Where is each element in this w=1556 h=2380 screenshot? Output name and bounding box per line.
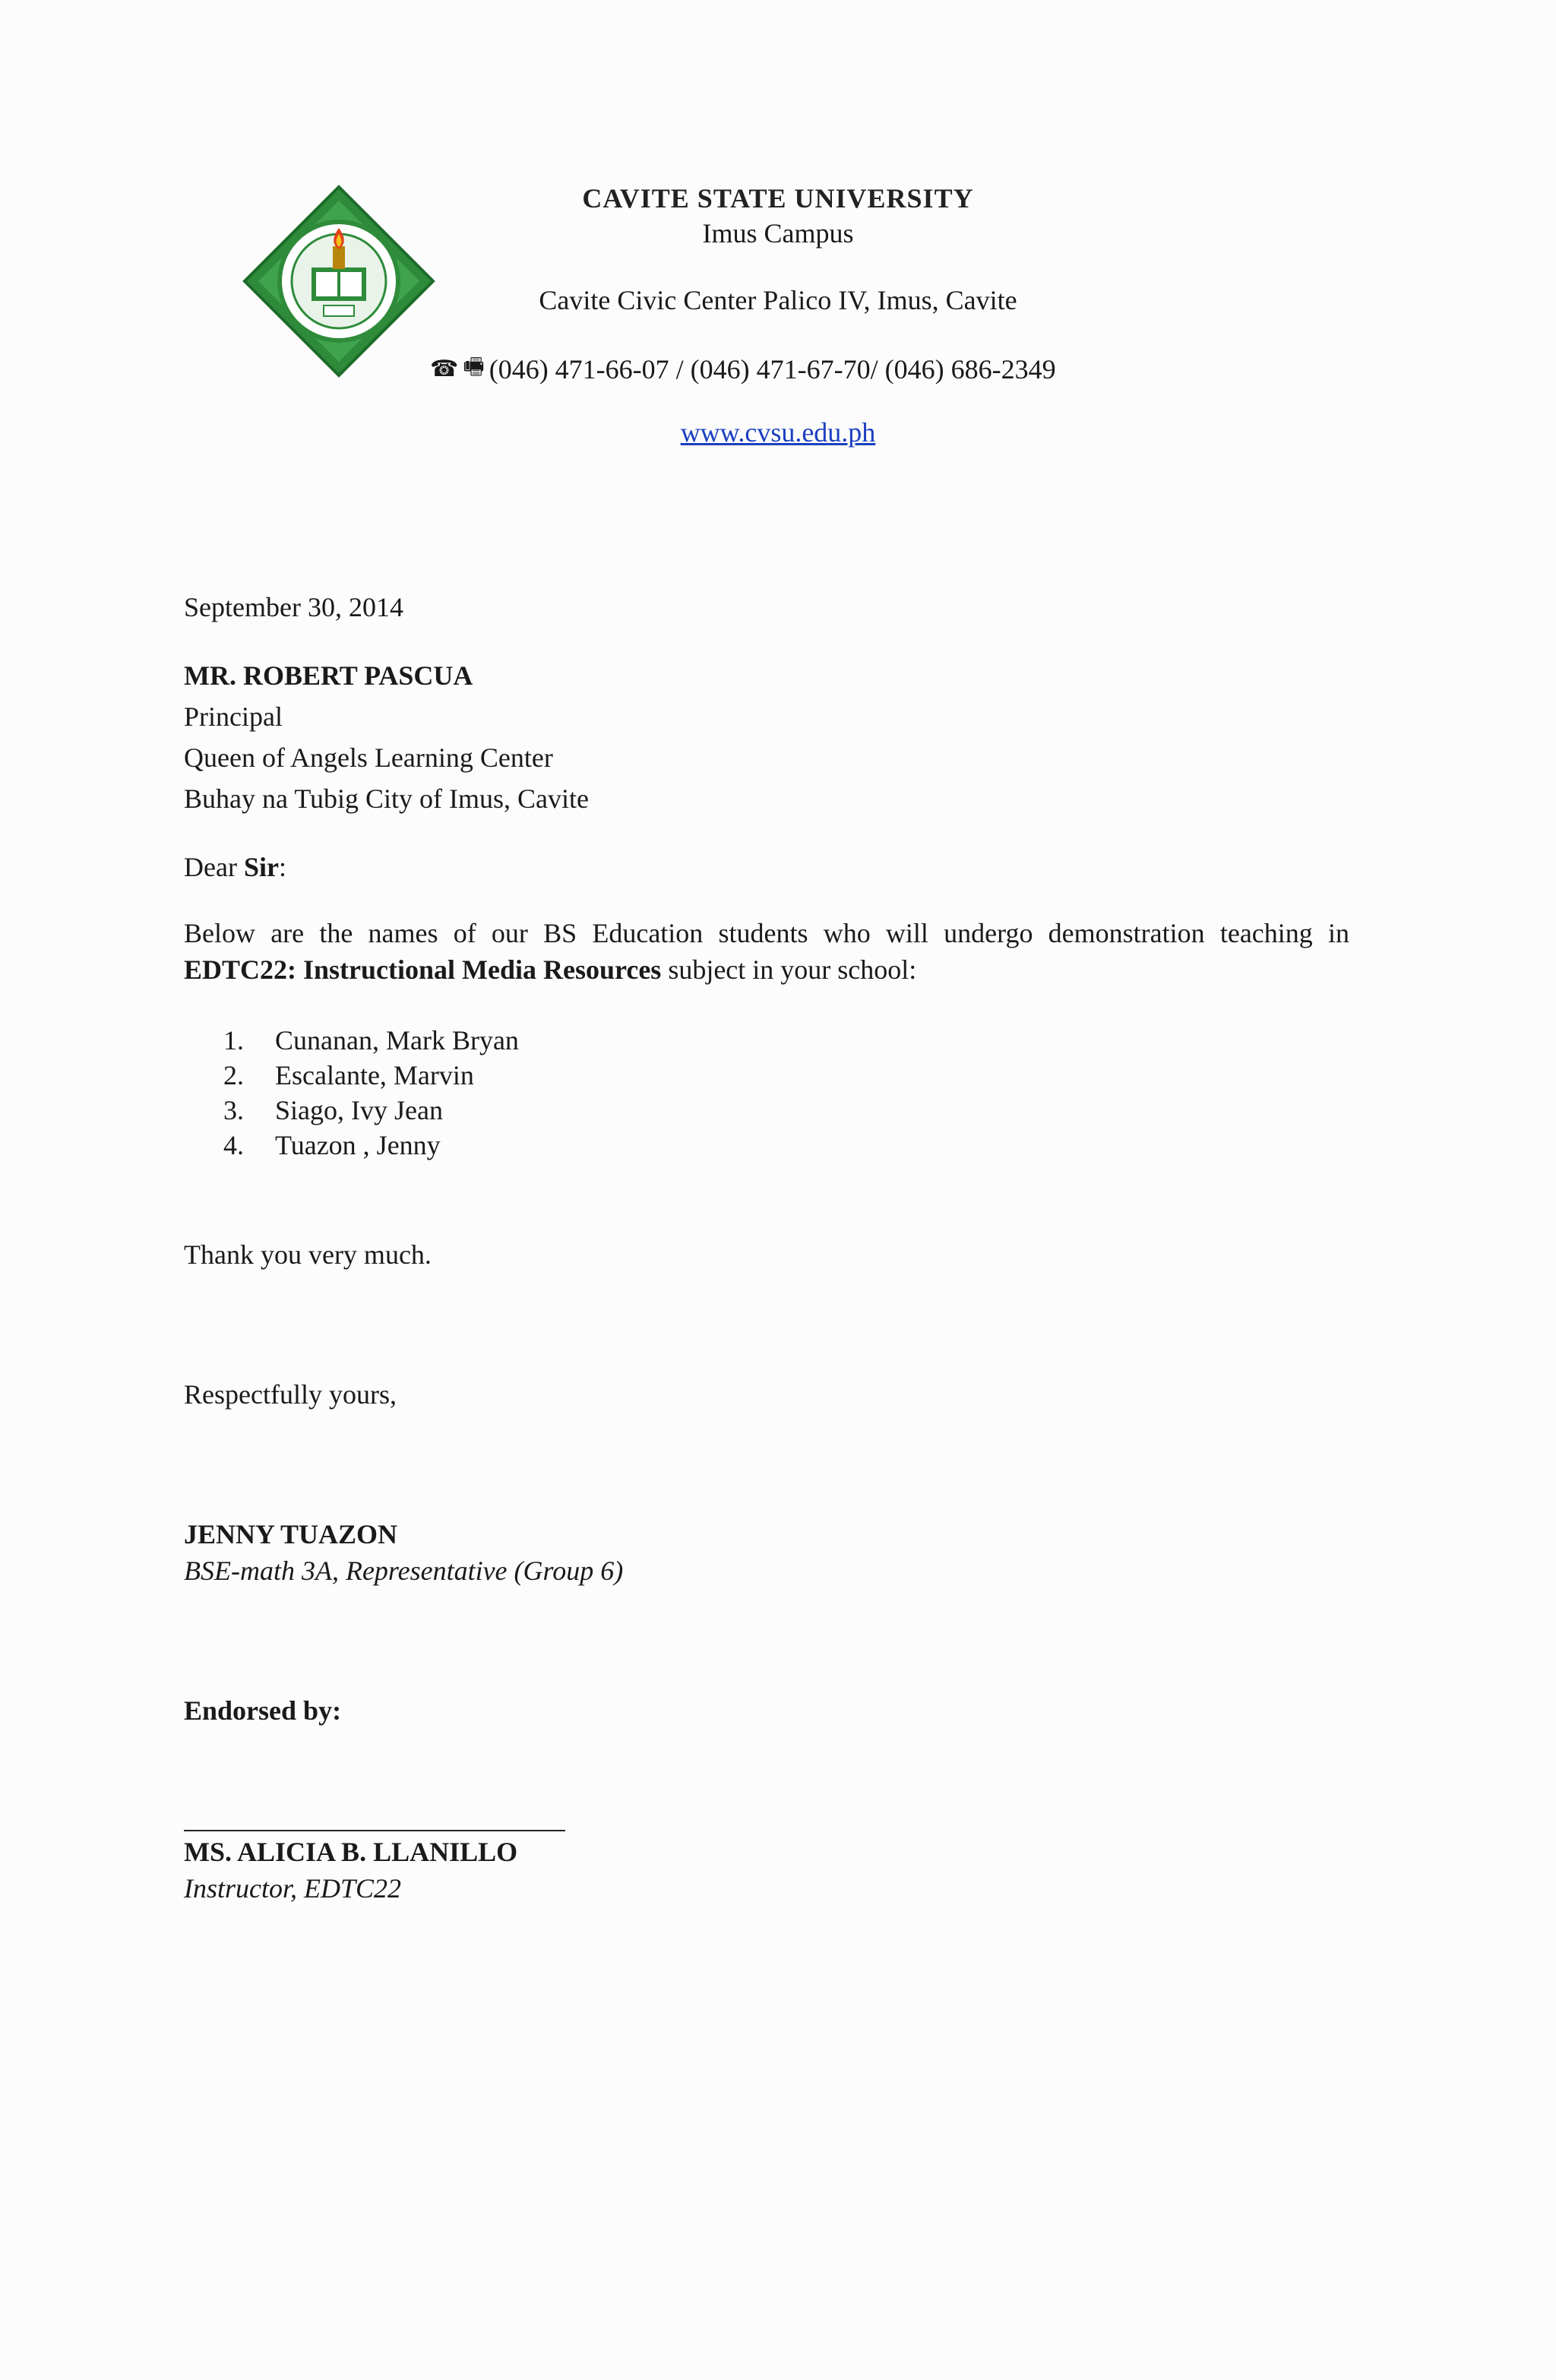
list-number: 2. (223, 1060, 244, 1090)
recipient-block (184, 655, 1349, 819)
student-name: Siago, Ivy Jean (275, 1095, 443, 1125)
endorser-role: Instructor, EDTC22 (184, 1873, 402, 1904)
intro-text-1: Below are the names of our BS Education students who will undergo demonstration teaching in (184, 918, 1349, 948)
campus-address: Cavite Civic Center Palico IV, Imus, Cavite (539, 285, 1017, 315)
endorsed-label: Endorsed by: (184, 1695, 342, 1726)
campus-name: Imus Campus (702, 218, 854, 248)
telephone-icon: ☎ (430, 356, 459, 382)
closing-line: Respectfully yours, (184, 1379, 397, 1410)
list-number: 1. (223, 1025, 244, 1055)
phone-numbers: (046) 471-66-07 / (046) 471-67-70/ (046) 686-2349 (489, 353, 1056, 385)
list-item (223, 1128, 519, 1163)
salutation-prefix: Dear (184, 852, 244, 882)
recipient-school: Queen of Angels Learning Center (184, 742, 553, 773)
signatory-name: JENNY TUAZON (184, 1519, 398, 1549)
salutation (184, 847, 1349, 888)
endorser-name: MS. ALICIA B. LLANILLO (184, 1837, 518, 1867)
letterhead (0, 0, 1556, 471)
intro-paragraph (184, 915, 1349, 988)
letter-date: September 30, 2014 (184, 592, 403, 622)
student-name: Cunanan, Mark Bryan (275, 1025, 519, 1055)
fax-icon: 🖷 (463, 353, 485, 380)
website-link[interactable]: www.cvsu.edu.ph (680, 417, 876, 448)
recipient-title: Principal (184, 701, 283, 732)
list-number: 4. (223, 1130, 244, 1160)
thanks-line: Thank you very much. (184, 1239, 432, 1270)
student-name: Tuazon , Jenny (275, 1130, 441, 1160)
salutation-colon: : (278, 852, 286, 882)
contact-numbers (430, 350, 1056, 388)
recipient-location: Buhay na Tubig City of Imus, Cavite (184, 783, 590, 814)
recipient-name: MR. ROBERT PASCUA (184, 660, 473, 691)
salutation-sir: Sir (243, 852, 279, 882)
student-list (223, 1023, 519, 1163)
list-item (223, 1093, 519, 1128)
intro-text-2: subject in your school: (661, 954, 917, 985)
list-number: 3. (223, 1095, 244, 1125)
list-item (223, 1023, 519, 1058)
student-name: Escalante, Marvin (275, 1060, 474, 1090)
list-item (223, 1058, 519, 1093)
university-name: CAVITE STATE UNIVERSITY (582, 183, 974, 214)
signatory-role: BSE-math 3A, Representative (Group 6) (184, 1556, 624, 1586)
subject-name: EDTC22: Instructional Media Resources (184, 954, 662, 985)
